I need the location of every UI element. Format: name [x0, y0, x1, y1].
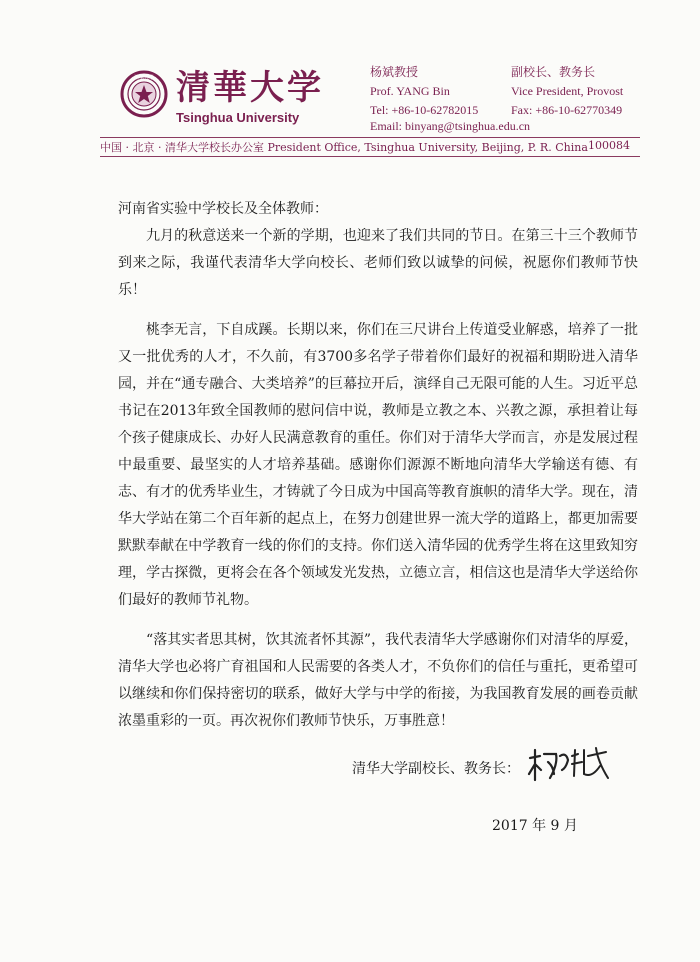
letterhead-rule-top [100, 137, 640, 138]
letter-date: 2017 年 9 月 [492, 818, 578, 834]
title-en: Vice President, Provost [511, 84, 624, 98]
fax: Fax: +86-10-62770349 [511, 103, 623, 117]
handwritten-signature [526, 744, 612, 786]
letterhead [0, 0, 700, 160]
letterhead-rule-bottom [100, 156, 640, 157]
postcode: 100084 [588, 139, 630, 152]
title-cn: 副校长、教务长 [511, 65, 596, 79]
paragraph-2: 桃李无言，下自成蹊。长期以来，你们在三尺讲台上传道受业解惑，培养了一批又一批优秀的人才，不久前，有3700多名学子带着你们最好的祝福和期盼进入清华园，并在“通专融合、大类培养”的巨幕拉开后，演绎自己无限可能的人生。习近平总书记在2013年致全国教师的慰问信中说，教师是立教之本、兴教之源，承担着让每个孩子健康成长、办好人民满意教育的重任。你们对于清华大学而言，亦是发展过程中最重要、最坚实的人才培养基础。感谢你们源源不断地向清华大学输送有德、有志、有才的优秀毕业生，才铸就了今日成为中国高等教育旗帜的清华大学。现在，清华大学站在第二个百年新的起点上，在努力创建世界一流大学的道路上，都更加需要默默奉献在中学教育一线的你们的支持。你们送入清华园的优秀学生将在这里致知穷理，学古探微，更将会在各个领域发光发热，立德立言，相信这也是清华大学送给你们最好的教师节礼物。 [118, 322, 638, 608]
person-name-cn: 杨斌教授 [370, 65, 419, 79]
contact-right [511, 63, 623, 120]
logo-english: Tsinghua University [176, 110, 300, 125]
paragraph-1: 九月的秋意送来一个新的学期，也迎来了我们共同的节日。在第三十三个教师节到来之际，我谨代表清华大学向校长、老师们致以诚挚的问候，祝愿你们教师节快乐！ [118, 228, 638, 298]
salutation: 河南省实验中学校长及全体教师： [118, 201, 328, 217]
paragraph-3: “落其实者思其树，饮其流者怀其源”，我代表清华大学感谢你们对清华的厚爱，清华大学也必将广育祖国和人民需要的各类人才，不负你们的信任与重托，更希望可以继续和你们保持密切的联系，做好大学与中学的衔接，为我国教育发展的画卷贡献浓墨重彩的一页。再次祝你们教师节快乐，万事胜意！ [118, 632, 638, 729]
logo-chinese: 清華大学 [176, 68, 324, 108]
sign-title: 清华大学副校长、教务长： [352, 761, 520, 777]
seal-text: 清華大學 [133, 75, 155, 81]
contact-left [370, 63, 478, 120]
telephone: Tel: +86-10-62782015 [370, 103, 479, 117]
address-line [100, 139, 640, 155]
person-name-en: Prof. YANG Bin [370, 84, 450, 98]
letter-body [118, 196, 638, 748]
email: Email: binyang@tsinghua.edu.cn [370, 119, 531, 133]
address: 中国 · 北京 · 清华大学校长办公室 President Office, Tsinghua University, Beijing, P. R. China [100, 141, 588, 154]
tsinghua-seal-icon [120, 70, 168, 118]
